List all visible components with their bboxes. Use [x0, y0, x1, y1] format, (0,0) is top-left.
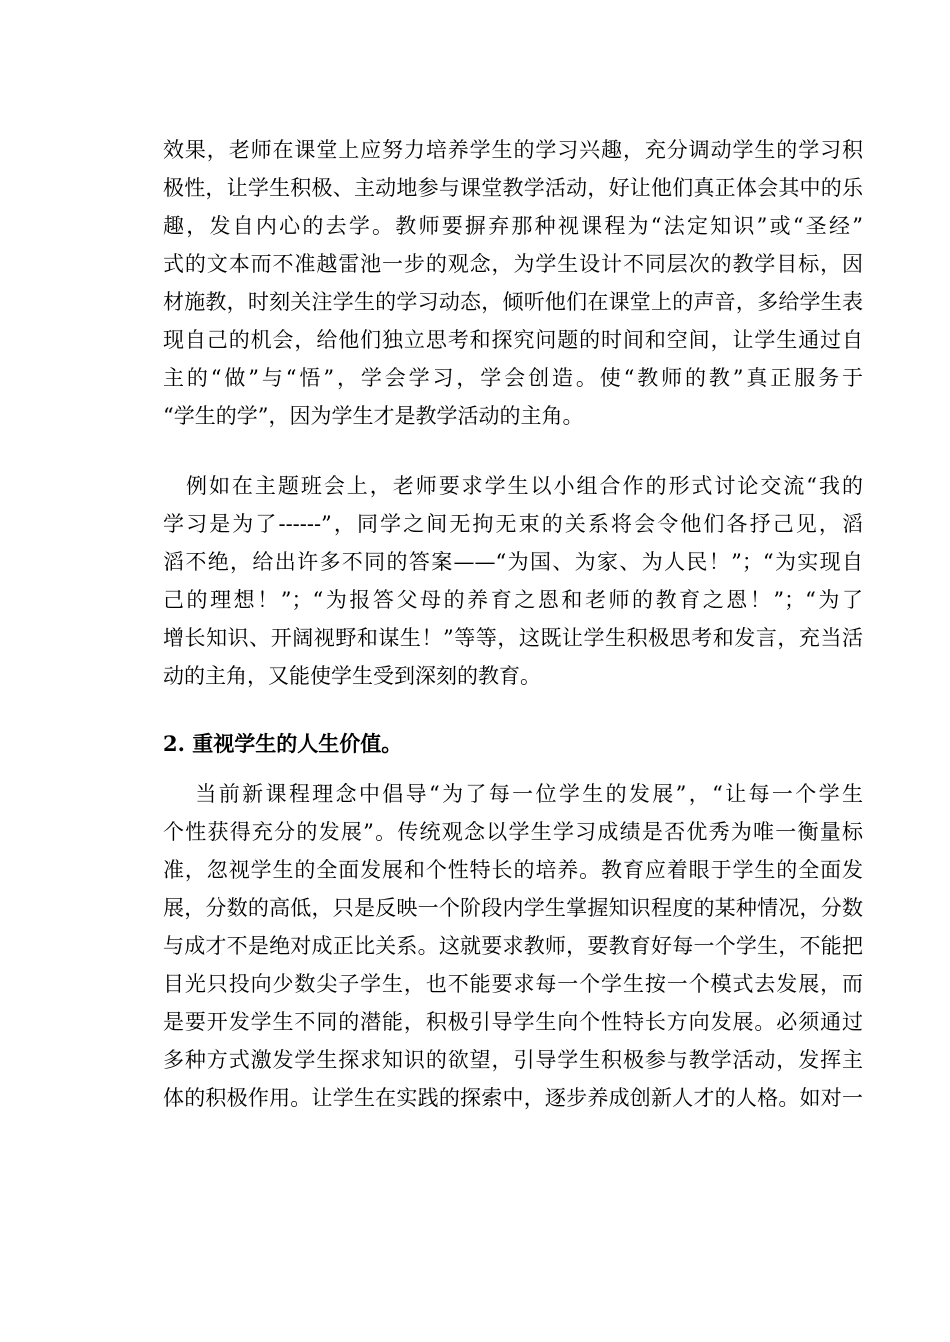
text-line: 极性，让学生积极、主动地参与课堂教学活动，好让他们真正体会其中的乐: [163, 176, 863, 200]
text-line: 效果，老师在课堂上应努力培养学生的学习兴趣，充分调动学生的学习积: [163, 138, 863, 162]
text-line: 多种方式激发学生探求知识的欲望，引导学生积极参与教学活动，发挥主: [163, 1048, 863, 1072]
section-heading: 2. 重视学生的人生价值。: [163, 731, 403, 756]
text-line: 与成才不是绝对成正比关系。这就要求教师，要教育好每一个学生，不能把: [163, 934, 863, 958]
text-line: 展，分数的高低，只是反映一个阶段内学生掌握知识程度的某种情况，分数: [163, 896, 863, 920]
text-line: 体的积极作用。让学生在实践的探索中，逐步养成创新人才的人格。如对一: [163, 1086, 863, 1110]
text-line: “学生的学”，因为学生才是教学活动的主角。: [163, 404, 584, 428]
text-line: 当前新课程理念中倡导“为了每一位学生的发展”，“让每一个学生: [163, 782, 863, 806]
text-line: 动的主角，又能使学生受到深刻的教育。: [163, 664, 541, 688]
text-line: 现自己的机会，给他们独立思考和探究问题的时间和空间，让学生通过自: [163, 328, 863, 352]
text-line: 例如在主题班会上，老师要求学生以小组合作的形式讨论交流“我的: [163, 474, 863, 498]
text-line: 滔不绝，给出许多不同的答案——“为国、为家、为人民！”；“为实现自: [163, 550, 863, 574]
text-line: 趣，发自内心的去学。教师要摒弃那种视课程为“法定知识”或“圣经”: [163, 214, 863, 238]
text-line: 增长知识、开阔视野和谋生！”等等，这既让学生积极思考和发言，充当活: [163, 626, 863, 650]
text-line: 式的文本而不准越雷池一步的观念，为学生设计不同层次的教学目标，因: [163, 252, 863, 276]
text-line: 是要开发学生不同的潜能，积极引导学生向个性特长方向发展。必须通过: [163, 1010, 863, 1034]
text-line: 目光只投向少数尖子学生，也不能要求每一个学生按一个模式去发展，而: [163, 972, 863, 996]
text-line: 学习是为了------”，同学之间无拘无束的关系将会令他们各抒己见，滔: [163, 512, 863, 536]
text-line: 主的“做”与“悟”，学会学习，学会创造。使“教师的教”真正服务于: [163, 366, 863, 390]
text-line: 个性获得充分的发展”。传统观念以学生学习成绩是否优秀为唯一衡量标: [163, 820, 863, 844]
text-line: 己的理想！”；“为报答父母的养育之恩和老师的教育之恩！”；“为了: [163, 588, 863, 612]
text-line: 准，忽视学生的全面发展和个性特长的培养。教育应着眼于学生的全面发: [163, 858, 863, 882]
text-line: 材施教，时刻关注学生的学习动态，倾听他们在课堂上的声音，多给学生表: [163, 290, 863, 314]
